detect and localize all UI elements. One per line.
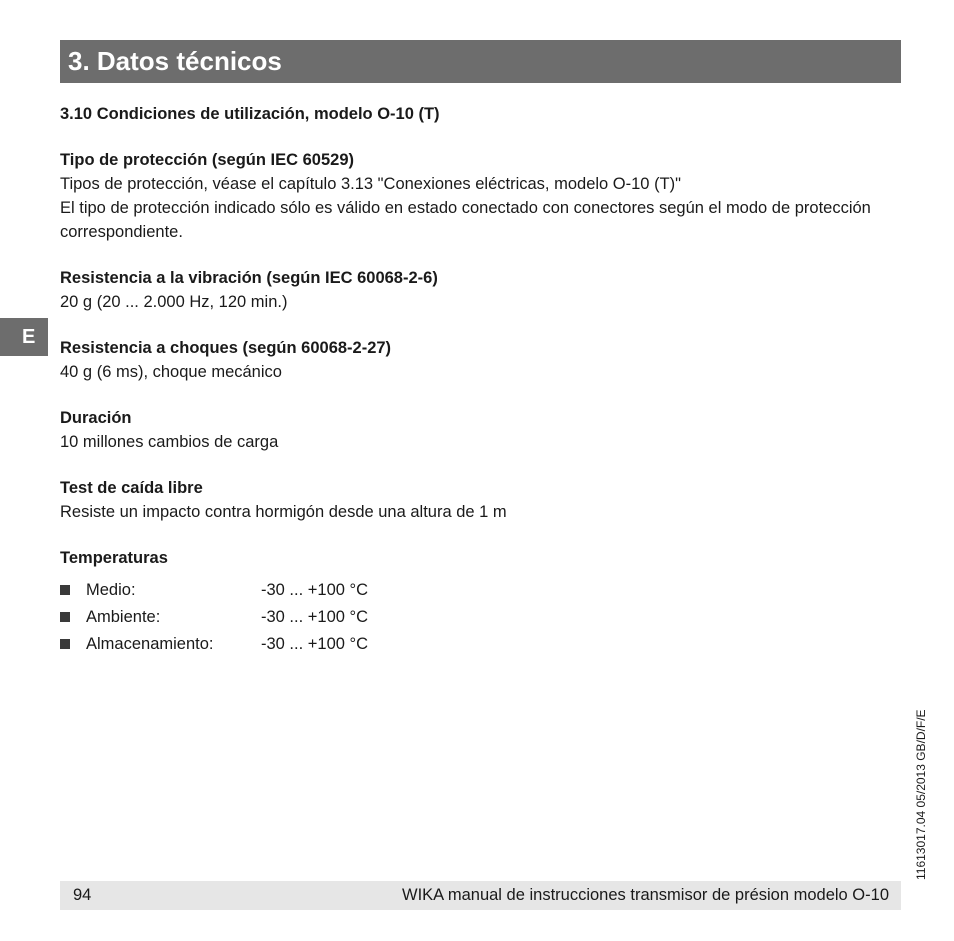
temperature-list <box>60 577 900 658</box>
footer-text: WIKA manual de instrucciones transmisor de présion modelo O-10 <box>402 886 889 904</box>
block-text: 40 g (6 ms), choque mecánico <box>60 363 282 381</box>
block-heading: Temperaturas <box>60 549 168 567</box>
vibration-block <box>60 266 900 314</box>
temperature-value: -30 ... +100 °C <box>261 635 369 653</box>
document-code: 11613017.04 05/2013 GB/D/F/E <box>914 709 928 880</box>
section-title: 3.10 Condiciones de utilización, modelo O-10 (T) <box>60 105 440 123</box>
content-area <box>60 102 900 680</box>
footer <box>60 881 901 910</box>
block-text: Resiste un impacto contra hormigón desde una altura de 1 m <box>60 503 507 521</box>
temperature-label: Medio: <box>86 581 136 599</box>
temperature-label: Almacenamiento: <box>86 635 214 653</box>
list-item <box>60 631 900 658</box>
duration-block <box>60 406 900 454</box>
block-heading: Test de caída libre <box>60 479 203 497</box>
block-heading: Resistencia a la vibración (según IEC 60068-2-6) <box>60 269 438 287</box>
block-heading: Tipo de protección (según IEC 60529) <box>60 151 355 169</box>
square-bullet-icon <box>60 639 70 649</box>
block-text: El tipo de protección indicado sólo es válido en estado conectado con conectores según el modo de protección correspondiente. <box>60 199 871 241</box>
temperature-value: -30 ... +100 °C <box>261 581 369 599</box>
language-tab: E <box>0 318 48 356</box>
block-heading: Duración <box>60 409 132 427</box>
block-heading: Resistencia a choques (según 60068-2-27) <box>60 339 392 357</box>
block-text: 20 g (20 ... 2.000 Hz, 120 min.) <box>60 293 288 311</box>
page-number: 94 <box>73 886 92 904</box>
shock-block <box>60 336 900 384</box>
block-text: Tipos de protección, véase el capítulo 3.13 "Conexiones eléctricas, modelo O-10 (T)" <box>60 175 681 193</box>
temperature-label: Ambiente: <box>86 608 161 626</box>
temperature-value: -30 ... +100 °C <box>261 608 369 626</box>
list-item <box>60 604 900 631</box>
square-bullet-icon <box>60 612 70 622</box>
block-text: 10 millones cambios de carga <box>60 433 279 451</box>
page-title: 3. Datos técnicos <box>60 40 901 83</box>
list-item <box>60 577 900 604</box>
square-bullet-icon <box>60 585 70 595</box>
protection-block <box>60 148 900 244</box>
temperatures-block <box>60 546 900 658</box>
free-fall-block <box>60 476 900 524</box>
